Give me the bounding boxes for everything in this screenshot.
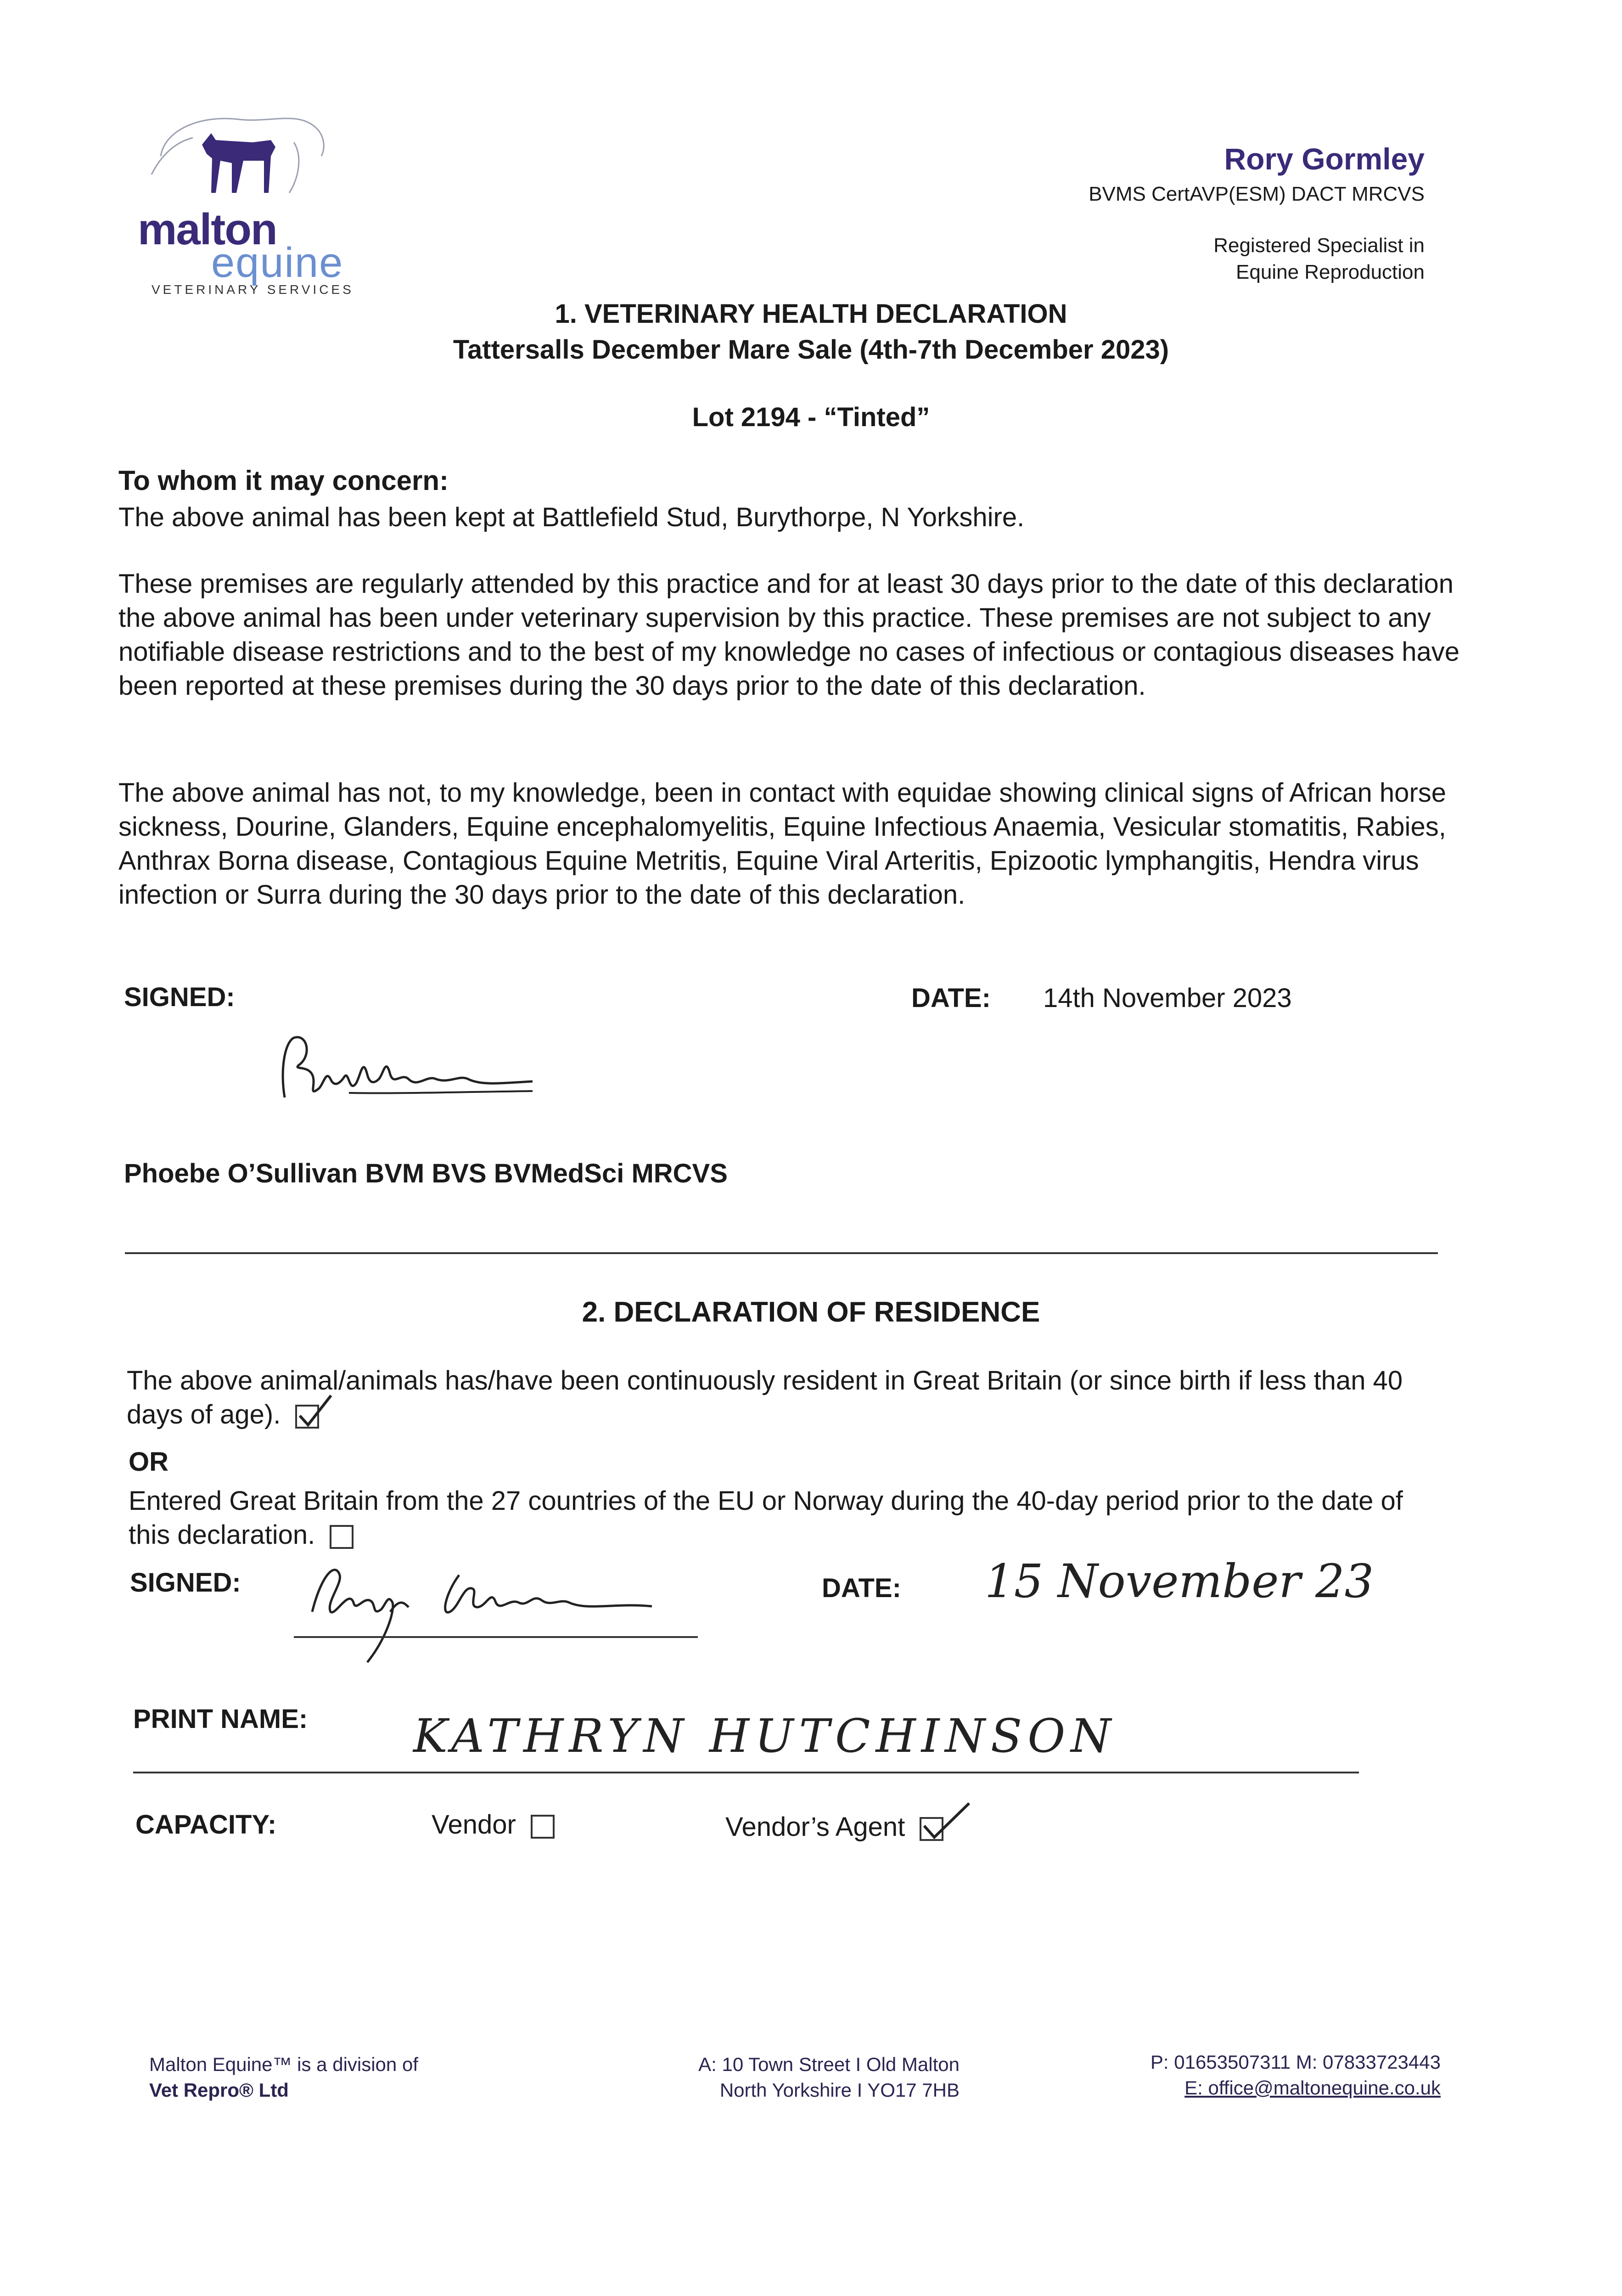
logo-brand-sub: equine xyxy=(211,239,344,286)
print-name-label: PRINT NAME: xyxy=(133,1704,308,1734)
vet-qualifications: BVMS CertAVP(ESM) DACT MRCVS xyxy=(1089,183,1425,205)
footer-address-line-1: A: 10 Town Street I Old Malton xyxy=(698,2054,960,2075)
registration-line-1: Registered Specialist in xyxy=(1213,234,1425,257)
agent-label: Vendor’s Agent xyxy=(725,1812,905,1842)
signature-2 xyxy=(294,1548,698,1671)
date-label-2: DATE: xyxy=(822,1573,901,1603)
signed-label-1: SIGNED: xyxy=(124,982,235,1012)
residence-option-2-text: Entered Great Britain from the 27 countries of the EU or Norway during the 40-day period prior to the date of this declaration. xyxy=(129,1486,1403,1550)
date-value-2: 15 November 23 xyxy=(985,1554,1374,1608)
logo-tagline: VETERINARY SERVICES xyxy=(152,282,354,297)
vet-registration xyxy=(1213,232,1425,286)
salutation: To whom it may concern: xyxy=(118,465,449,496)
footer-phone: P: 01653507311 M: 07833723443 xyxy=(1150,2051,1441,2073)
date-value-1: 14th November 2023 xyxy=(1043,983,1292,1013)
capacity-vendor xyxy=(432,1809,555,1840)
residence-option-1-checkbox[interactable] xyxy=(295,1405,319,1429)
footer-company-line-2: Vet Repro® Ltd xyxy=(149,2079,289,2101)
residence-option-1-text: The above animal/animals has/have been continuously resident in Great Britain (or since birth if less than 40 days of age). xyxy=(127,1366,1403,1429)
footer-company-line-1: Malton Equine™ is a division of xyxy=(149,2054,418,2075)
footer-email[interactable]: E: office@maltonequine.co.uk xyxy=(1184,2077,1441,2099)
signed-label-2: SIGNED: xyxy=(130,1568,241,1598)
residence-option-2 xyxy=(129,1484,1451,1552)
company-logo xyxy=(133,101,372,298)
capacity-agent xyxy=(725,1812,943,1842)
paragraph-2: These premises are regularly attended by this practice and for at least 30 days prior to the date of this declaration the above animal has been under veterinary supervision by this practice. These premises are not subject to any notifiable disease restrictions and to the best of my knowledge no cases of infectious or contagious diseases have been reported at these premises during the 30 days prior to the date of this declaration. xyxy=(118,569,1460,701)
horse-logo-icon xyxy=(133,101,331,207)
signature-1 xyxy=(275,1029,542,1116)
checkmark-icon xyxy=(921,1801,972,1842)
lot-line: Lot 2194 - “Tinted” xyxy=(692,402,930,432)
paragraph-3: The above animal has not, to my knowledge, been in contact with equidae showing clinical signs of African horse sickness, Dourine, Glanders, Equine encephalomyelitis, Equine Infectious Anaemia, Vesicular stomatitis, Rabies, Anthrax Borna disease, Contagious Equine Metritis, Equine Viral Arteritis, Epizootic lymphangitis, Hendra virus infection or Surra during the 30 days prior to the date of this declaration. xyxy=(118,778,1447,910)
section1-title: 1. VETERINARY HEALTH DECLARATION xyxy=(555,299,1067,329)
footer-company xyxy=(149,2052,418,2103)
print-name-underline xyxy=(133,1772,1359,1773)
date-label-1: DATE: xyxy=(911,983,991,1013)
residence-option-2-checkbox[interactable] xyxy=(330,1525,354,1549)
signatory-name: Phoebe O’Sullivan BVM BVS BVMedSci MRCVS xyxy=(124,1159,728,1188)
vendor-label: Vendor xyxy=(432,1810,516,1840)
section2-title: 2. DECLARATION OF RESIDENCE xyxy=(582,1296,1040,1328)
section-divider xyxy=(125,1252,1438,1254)
agent-checkbox[interactable] xyxy=(920,1817,943,1841)
paragraph-1: The above animal has been kept at Battlefield Stud, Burythorpe, N Yorkshire. xyxy=(118,502,1025,532)
logo-brand: malton xyxy=(138,205,277,254)
section1-subtitle: Tattersalls December Mare Sale (4th-7th December 2023) xyxy=(453,335,1169,365)
footer-address-line-2: North Yorkshire I YO17 7HB xyxy=(719,2079,960,2101)
footer-contact xyxy=(1151,2049,1441,2101)
capacity-label: CAPACITY: xyxy=(135,1810,277,1840)
vet-name: Rory Gormley xyxy=(1224,142,1425,176)
footer-address xyxy=(629,2052,960,2103)
print-name-value: KATHRYN HUTCHINSON xyxy=(413,1709,1117,1763)
residence-option-1 xyxy=(127,1364,1449,1432)
registration-line-2: Equine Reproduction xyxy=(1236,261,1425,283)
vendor-checkbox[interactable] xyxy=(531,1815,555,1839)
or-label: OR xyxy=(129,1447,168,1477)
checkmark-icon xyxy=(297,1393,334,1429)
